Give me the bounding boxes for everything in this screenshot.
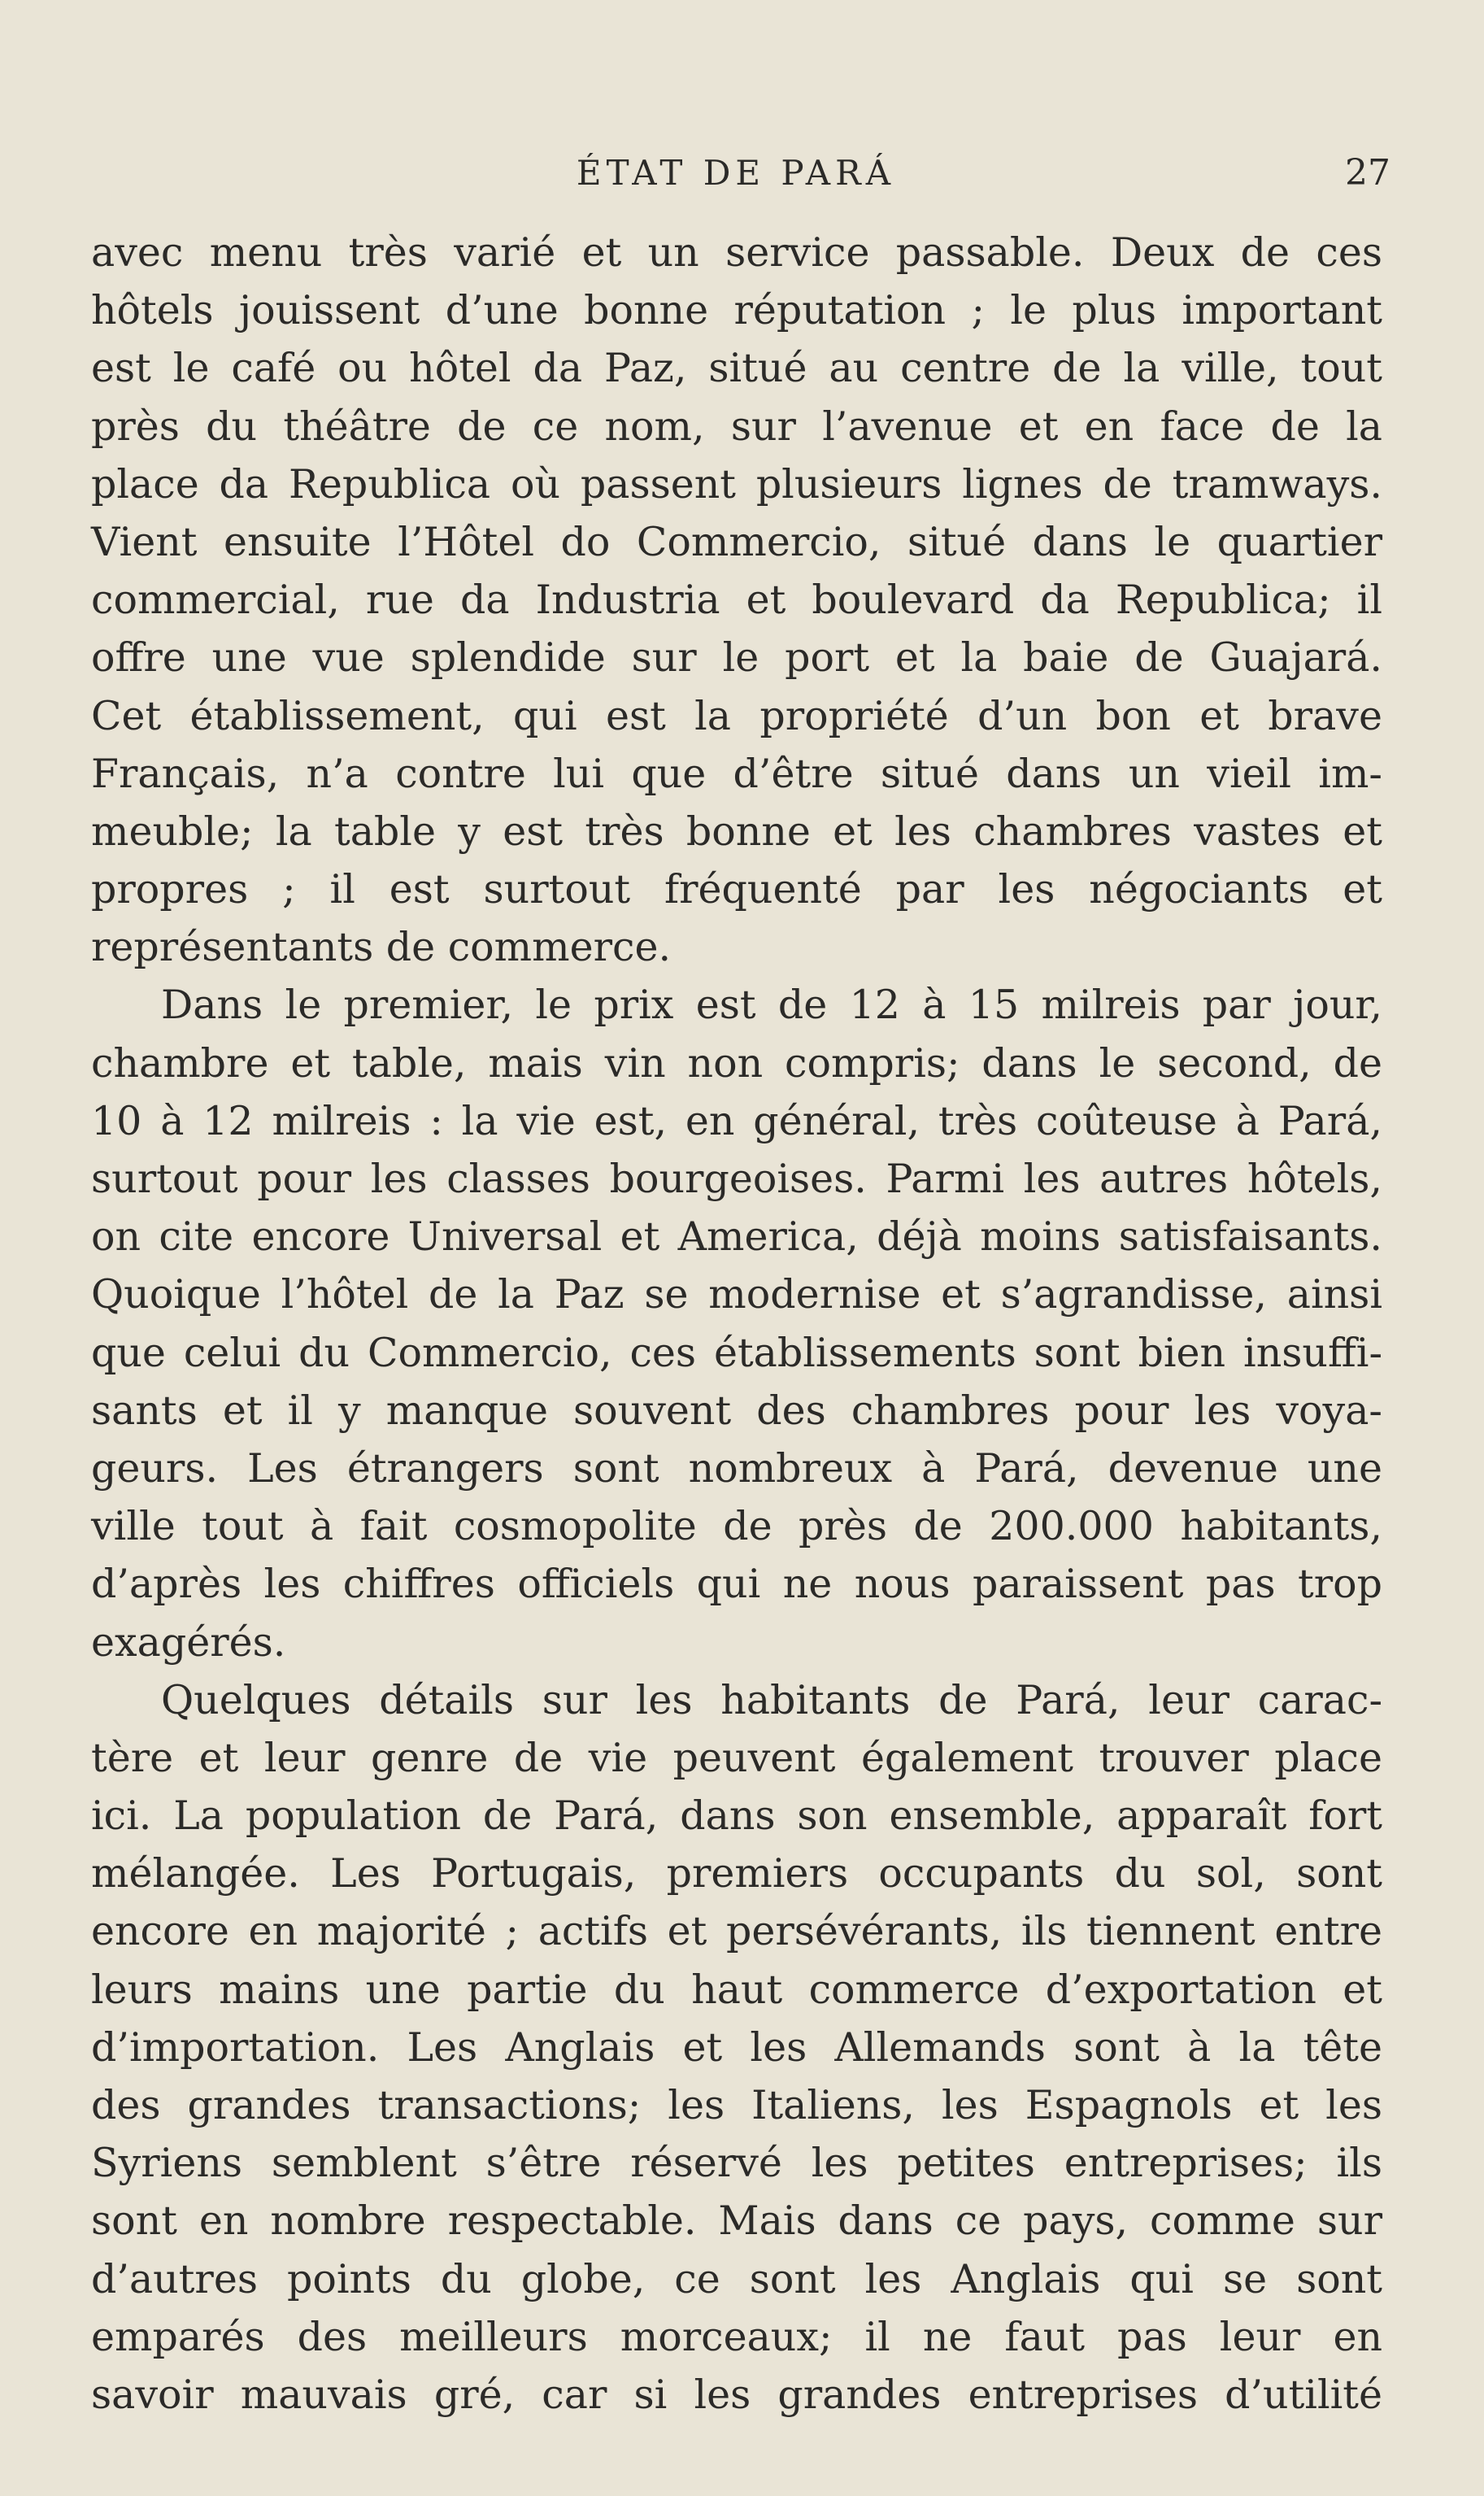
body-text <box>91 224 1382 2424</box>
text-line: chambre et table, mais vin non compris; dans le second, de <box>91 1039 1382 1087</box>
paragraph-1 <box>91 224 1382 976</box>
text-line: mélangée. Les Portugais, premiers occupants du sol, sont <box>91 1850 1382 1897</box>
text-line: que celui du Commercio, ces établissements sont bien insuffi- <box>91 1329 1382 1376</box>
text-line: tère et leur genre de vie peuvent également trouver place <box>91 1734 1382 1781</box>
text-line: savoir mauvais gré, car si les grandes entreprises d’utilité <box>91 2371 1382 2418</box>
text-line: place da Republica où passent plusieurs lignes de tramways. <box>91 460 1382 507</box>
text-line: on cite encore Universal et America, déjà moins satisfaisants. <box>91 1213 1382 1261</box>
text-line: Français, n’a contre lui que d’être situé dans un vieil im- <box>91 750 1382 797</box>
text-line: Dans le premier, le prix est de 12 à 15 milreis par jour, <box>161 982 1382 1029</box>
text-line: 10 à 12 milreis : la vie est, en général, très coûteuse à Pará, <box>91 1097 1382 1144</box>
text-line: sants et il y manque souvent des chambres pour les voya- <box>91 1387 1382 1434</box>
text-line: hôtels jouissent d’une bonne réputation ; le plus important <box>91 287 1382 334</box>
text-line: commercial, rue da Industria et boulevard da Republica; il <box>91 577 1382 624</box>
text-line: d’autres points du globe, ce sont les Anglais qui se sont <box>91 2255 1382 2302</box>
paragraph-2 <box>91 976 1382 1671</box>
text-line: d’après les chiffres officiels qui ne nous paraissent pas trop <box>91 1561 1382 1608</box>
text-line: avec menu très varié et un service passable. Deux de ces <box>91 229 1382 276</box>
text-line: Quoique l’hôtel de la Paz se modernise et s’agrandisse, ainsi <box>91 1271 1382 1318</box>
text-line: est le café ou hôtel da Paz, situé au centre de la ville, tout <box>91 345 1382 392</box>
running-title: ÉTAT DE PARÁ <box>576 153 896 193</box>
text-line: geurs. Les étrangers sont nombreux à Pará, devenue une <box>91 1444 1382 1492</box>
text-line: représentants de commerce. <box>91 924 672 971</box>
text-line: emparés des meilleurs morceaux; il ne faut pas leur en <box>91 2313 1382 2360</box>
text-line: Vient ensuite l’Hôtel do Commercio, situé dans le quartier <box>91 518 1382 565</box>
text-line: ville tout à fait cosmopolite de près de 200.000 habitants, <box>91 1503 1382 1550</box>
text-line: sont en nombre respectable. Mais dans ce pays, comme sur <box>91 2198 1382 2245</box>
text-line: Syriens semblent s’être réservé les petites entreprises; ils <box>91 2140 1382 2187</box>
text-line: encore en majorité ; actifs et persévérants, ils tiennent entre <box>91 1908 1382 1955</box>
text-line: propres ; il est surtout fréquenté par les négociants et <box>91 866 1382 913</box>
text-line: leurs mains une partie du haut commerce d’exportation et <box>91 1966 1382 2013</box>
text-line: des grandes transactions; les Italiens, les Espagnols et les <box>91 2082 1382 2128</box>
text-line: Cet établissement, qui est la propriété d’un bon et brave <box>91 692 1382 739</box>
text-line: Quelques détails sur les habitants de Pará, leur carac- <box>161 1676 1382 1723</box>
page-number: 27 <box>1345 152 1390 194</box>
text-line: offre une vue splendide sur le port et la baie de Guajará. <box>91 634 1382 682</box>
text-line: surtout pour les classes bourgeoises. Parmi les autres hôtels, <box>91 1156 1382 1202</box>
text-line: exagérés. <box>91 1618 286 1666</box>
text-line: ici. La population de Pará, dans son ensemble, apparaît fort <box>91 1793 1382 1840</box>
paragraph-3 <box>91 1671 1382 2424</box>
text-line: d’importation. Les Anglais et les Allemands sont à la tête <box>91 2023 1382 2071</box>
text-line: meuble; la table y est très bonne et les chambres vastes et <box>91 808 1382 855</box>
running-header <box>81 145 1390 202</box>
text-line: près du théâtre de ce nom, sur l’avenue et en face de la <box>91 403 1382 450</box>
